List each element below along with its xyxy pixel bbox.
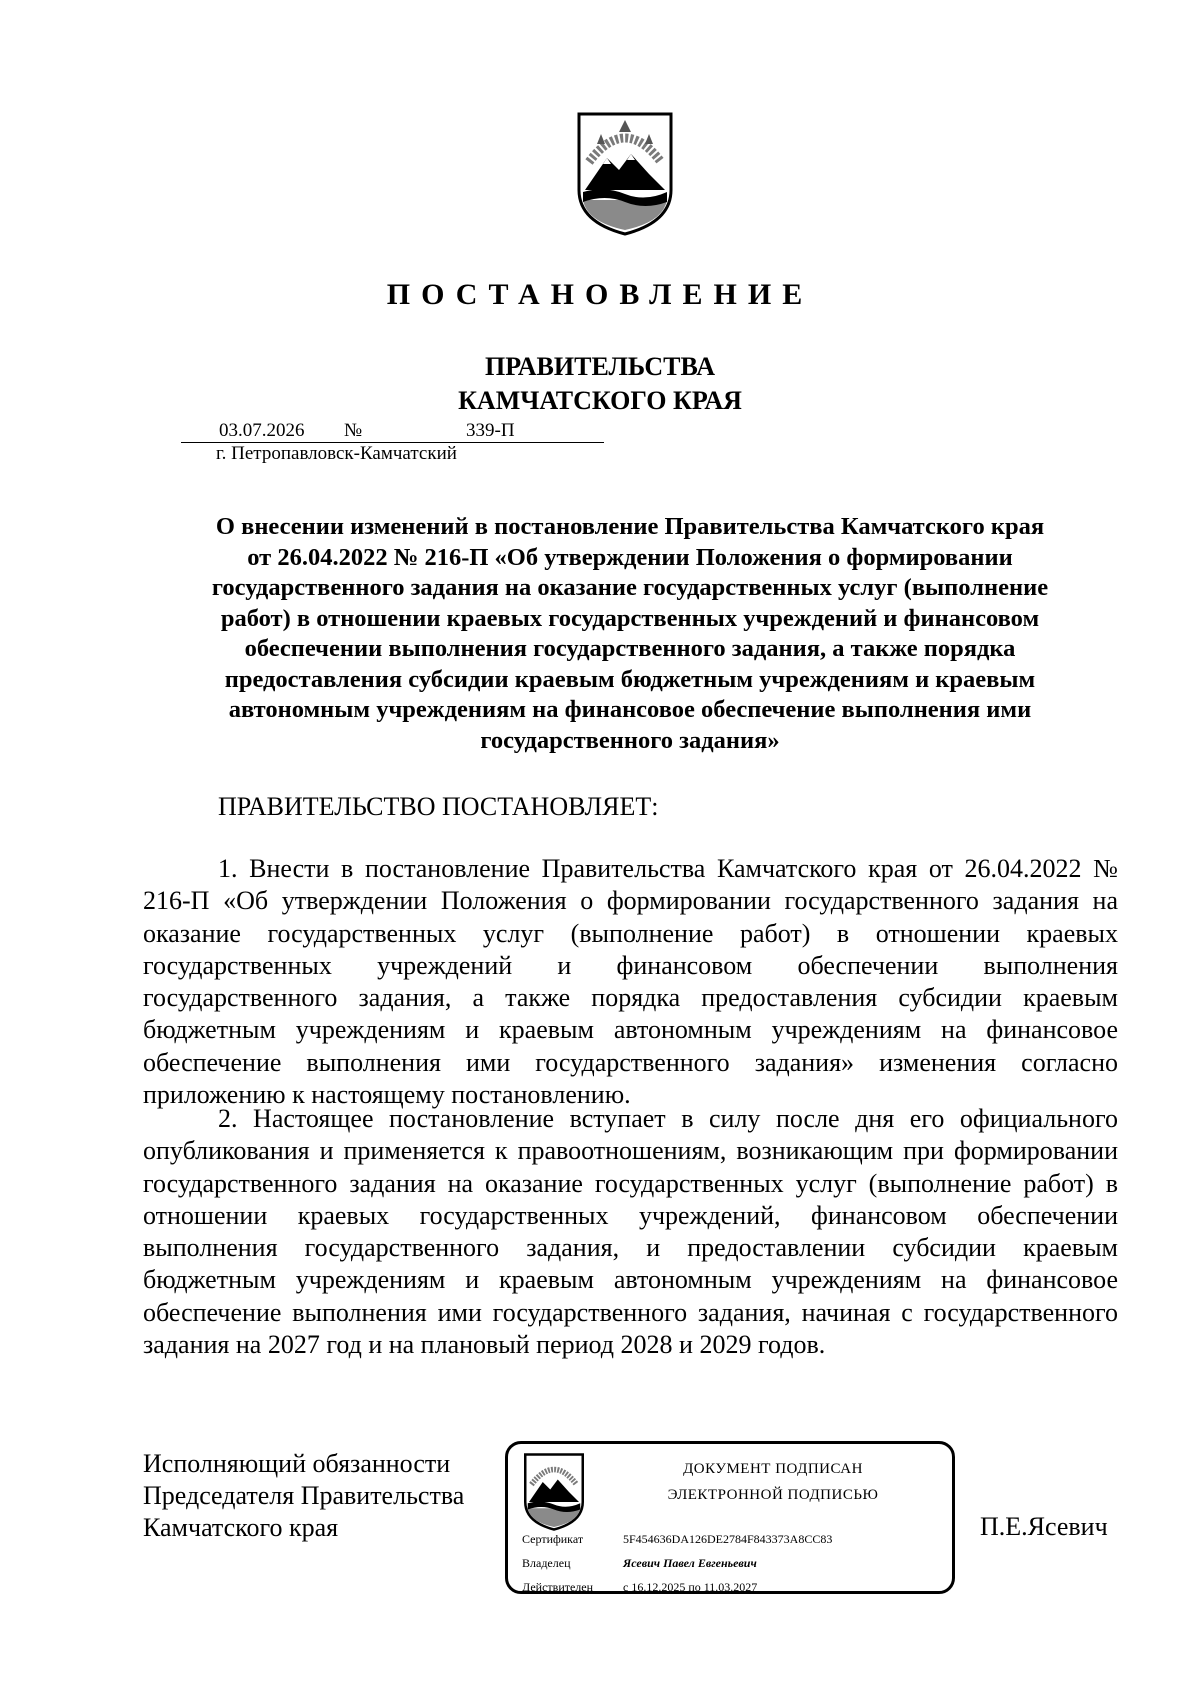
signatory-position <box>143 1448 464 1544</box>
number-sign: № <box>344 420 363 441</box>
signatory-line-1: Исполняющий обязанности <box>143 1449 451 1478</box>
validity-label: Действителен <box>522 1580 594 1594</box>
paragraph-2: 2. Настоящее постановление вступает в силу после дня его официального опубликования и применяется к правоотношениям, возникающим при формировании государственного задания на оказание государственных услуг (выполнение работ) в отношении краевых государственных учреждений, финансовом обеспечении выполнения государственного задания, и предоставлении субсидии краевым бюджетным учреждениям и краевым автономным учреждениям на финансовое обеспечение выполнения ими государственного задания, начиная с государственного задания на 2027 год и на плановый период 2028 и 2029 годов. <box>143 1104 1118 1360</box>
authority-line-2: КАМЧАТСКОГО КРАЯ <box>458 386 742 415</box>
city: г. Петропавловск-Камчатский <box>216 443 457 464</box>
authority-line-1: ПРАВИТЕЛЬСТВА <box>485 352 715 381</box>
signatory-line-2: Председателя Правительства <box>143 1481 465 1510</box>
document-heading <box>140 512 1120 756</box>
preamble: ПРАВИТЕЛЬСТВО ПОСТАНОВЛЯЕТ: <box>218 792 659 821</box>
document-title: ПОСТАНОВЛЕНИЕ <box>386 278 814 311</box>
stamp-owner-row <box>522 1556 757 1571</box>
heading-line: государственного задания на оказание государственных услуг (выполнение <box>211 574 1049 601</box>
heading-line: обеспечении выполнения государственного задания, а также порядка <box>244 635 1016 662</box>
certificate-value: 5F454636DA126DE2784F843373A8CC83 <box>623 1532 833 1546</box>
stamp-validity-row <box>522 1580 757 1595</box>
heading-line: работ) в отношении краевых государственных учреждений и финансовом <box>220 604 1040 632</box>
document-date: 03.07.2026 <box>219 420 305 441</box>
kamchatka-coat-of-arms-emblem <box>575 110 675 238</box>
stamp-heading-line-2: ЭЛЕКТРОННОЙ ПОДПИСЬЮ <box>667 1487 879 1503</box>
electronic-signature-stamp <box>505 1441 955 1594</box>
heading-line: О внесении изменений в постановление Правительства Камчатского края <box>215 513 1045 540</box>
validity-value: с 16.12.2025 по 11.03.2027 <box>623 1580 758 1594</box>
owner-value: Ясевич Павел Евгеньевич <box>623 1556 757 1570</box>
stamp-certificate-row <box>522 1532 832 1547</box>
stamp-emblem-icon <box>522 1452 586 1532</box>
heading-line: автономным учреждениям на финансовое обеспечение выполнения ими <box>228 696 1032 723</box>
stamp-heading <box>603 1456 943 1508</box>
signatory-name: П.Е.Ясевич <box>980 1512 1108 1541</box>
owner-label: Владелец <box>522 1556 571 1570</box>
signatory-line-3: Камчатского края <box>143 1513 339 1542</box>
document-number: 339-П <box>466 420 515 441</box>
heading-line: государственного задания» <box>480 726 780 754</box>
certificate-label: Сертификат <box>522 1532 584 1546</box>
date-number-line <box>181 420 604 443</box>
heading-line: предоставления субсидии краевым бюджетным учреждениям и краевым <box>224 665 1036 693</box>
stamp-heading-line-1: ДОКУМЕНТ ПОДПИСАН <box>683 1461 863 1477</box>
issuing-authority <box>0 350 1200 418</box>
paragraph-1: 1. Внести в постановление Правительства Камчатского края от 26.04.2022 № 216-П «Об утверждении Положения о формировании государственного задания на оказание государственных услуг (выполнение работ) в отношении краевых государственных учреждений и финансовом обеспечении выполнения государственного задания, а также порядка предоставления субсидии краевым бюджетным учреждениям и краевым автономным учреждениям на финансовое обеспечение выполнения ими государственного задания» изменения согласно приложению к настоящему постановлению. <box>143 854 1118 1110</box>
heading-line: от 26.04.2022 № 216-П «Об утверждении Положения о формировании <box>247 543 1013 571</box>
